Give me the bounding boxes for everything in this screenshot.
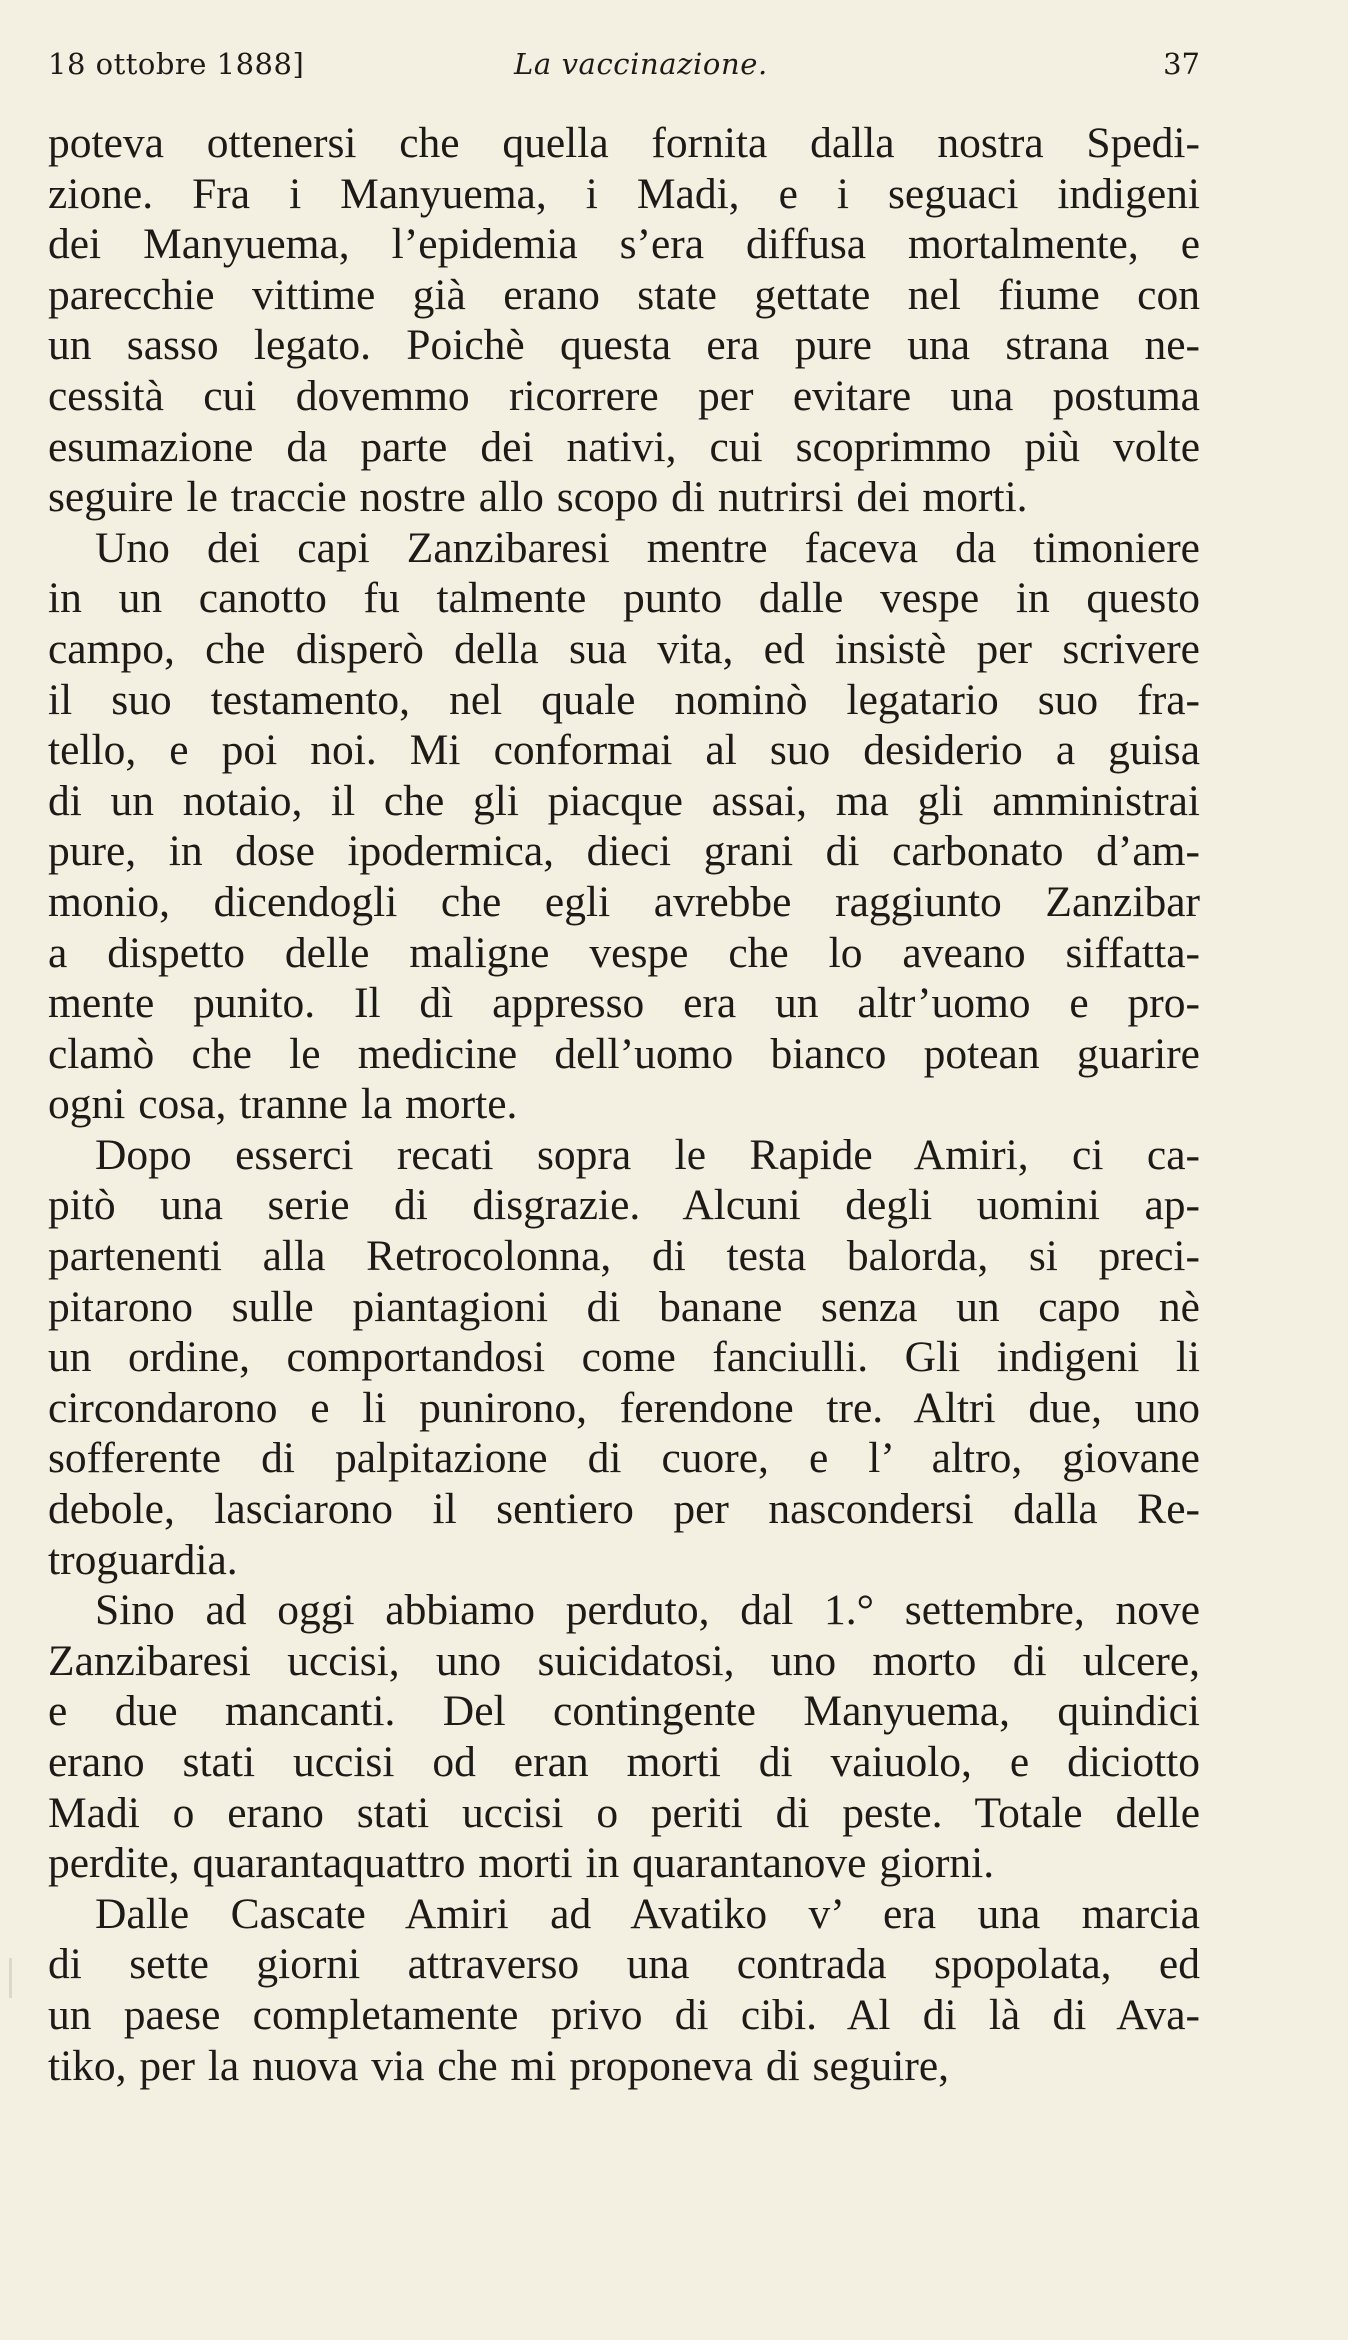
text-line: e due mancanti. Del contingente Manyuema, quindici bbox=[48, 1687, 1200, 1736]
text-line: pitò una serie di disgrazie. Alcuni degli uomini ap- bbox=[48, 1181, 1200, 1230]
header-date: 18 ottobre 1888] bbox=[48, 47, 305, 81]
page-number: 37 bbox=[1163, 47, 1200, 81]
text-line: perdite, quarantaquattro morti in quarantanove giorni. bbox=[48, 1839, 995, 1888]
text-line: parecchie vittime già erano state gettate nel fiume con bbox=[48, 270, 1200, 319]
text-line: campo, che disperò della sua vita, ed insistè per scrivere bbox=[48, 624, 1200, 673]
text-line: Madi o erano stati uccisi o periti di peste. Totale delle bbox=[48, 1788, 1200, 1837]
text-line: cessità cui dovemmo ricorrere per evitare una postuma bbox=[48, 371, 1200, 420]
text-line: monio, dicendogli che egli avrebbe raggiunto Zanzibar bbox=[48, 877, 1200, 926]
running-header bbox=[48, 44, 1200, 94]
paragraph-p4 bbox=[48, 1585, 1200, 1889]
page-gutter-mark bbox=[9, 1958, 12, 1998]
paragraph-p5 bbox=[48, 1889, 1200, 2091]
text-line: tello, e poi noi. Mi conformai al suo desiderio a guisa bbox=[48, 726, 1200, 775]
text-line: tiko, per la nuova via che mi proponeva di seguire, bbox=[48, 2041, 950, 2090]
text-line: clamò che le medicine dell’uomo bianco potean guarire bbox=[48, 1029, 1200, 1078]
text-line: Dopo esserci recati sopra le Rapide Amiri, ci ca- bbox=[95, 1130, 1200, 1179]
text-line: il suo testamento, nel quale nominò legatario suo fra- bbox=[48, 675, 1200, 724]
text-line: Uno dei capi Zanzibaresi mentre faceva da timoniere bbox=[95, 523, 1200, 572]
text-line: sofferente di palpitazione di cuore, e l’ altro, giovane bbox=[48, 1434, 1200, 1483]
header-title: La vaccinazione. bbox=[514, 47, 768, 81]
text-line: Dalle Cascate Amiri ad Avatiko v’ era una marcia bbox=[95, 1889, 1200, 1938]
paragraph-p2 bbox=[48, 523, 1200, 1130]
text-line: Zanzibaresi uccisi, uno suicidatosi, uno morto di ulcere, bbox=[48, 1636, 1200, 1685]
text-line: un paese completamente privo di cibi. Al di là di Ava- bbox=[48, 1990, 1200, 2039]
text-line: di un notaio, il che gli piacque assai, ma gli amministrai bbox=[48, 776, 1200, 825]
text-line: mente punito. Il dì appresso era un altr’uomo e pro- bbox=[48, 979, 1200, 1028]
text-line: dei Manyuema, l’epidemia s’era diffusa mortalmente, e bbox=[48, 220, 1200, 269]
page-body bbox=[48, 118, 1200, 2091]
text-line: un sasso legato. Poichè questa era pure una strana ne- bbox=[48, 321, 1200, 370]
text-line: di sette giorni attraverso una contrada spopolata, ed bbox=[48, 1940, 1200, 1989]
text-line: poteva ottenersi che quella fornita dalla nostra Spedi- bbox=[48, 119, 1200, 167]
text-line: in un canotto fu talmente punto dalle vespe in questo bbox=[48, 574, 1200, 623]
text-line: ogni cosa, tranne la morte. bbox=[48, 1080, 518, 1129]
text-line: zione. Fra i Manyuema, i Madi, e i seguaci indigeni bbox=[48, 169, 1200, 218]
text-line: troguardia. bbox=[48, 1535, 238, 1584]
text-line: esumazione da parte dei nativi, cui scoprimmo più volte bbox=[48, 422, 1200, 471]
text-line: a dispetto delle maligne vespe che lo aveano siffatta- bbox=[48, 928, 1200, 977]
text-line: pure, in dose ipodermica, dieci grani di carbonato d’am- bbox=[48, 827, 1200, 876]
text-line: pitarono sulle piantagioni di banane senza un capo nè bbox=[48, 1282, 1200, 1331]
text-line: debole, lasciarono il sentiero per nascondersi dalla Re- bbox=[48, 1485, 1200, 1534]
text-line: un ordine, comportandosi come fanciulli. Gli indigeni li bbox=[48, 1333, 1200, 1382]
text-line: erano stati uccisi od eran morti di vaiuolo, e diciotto bbox=[48, 1738, 1200, 1786]
text-line: seguire le traccie nostre allo scopo di nutrirsi dei morti. bbox=[48, 473, 1028, 522]
paragraph-p3 bbox=[48, 1130, 1200, 1585]
text-line: circondarono e li punirono, ferendone tre. Altri due, uno bbox=[48, 1383, 1200, 1432]
text-line: Sino ad oggi abbiamo perduto, dal 1.° settembre, nove bbox=[95, 1586, 1200, 1635]
paragraph-p1 bbox=[48, 118, 1200, 523]
paragraph-container bbox=[48, 118, 1200, 2091]
text-line: partenenti alla Retrocolonna, di testa balorda, si preci- bbox=[48, 1232, 1200, 1281]
